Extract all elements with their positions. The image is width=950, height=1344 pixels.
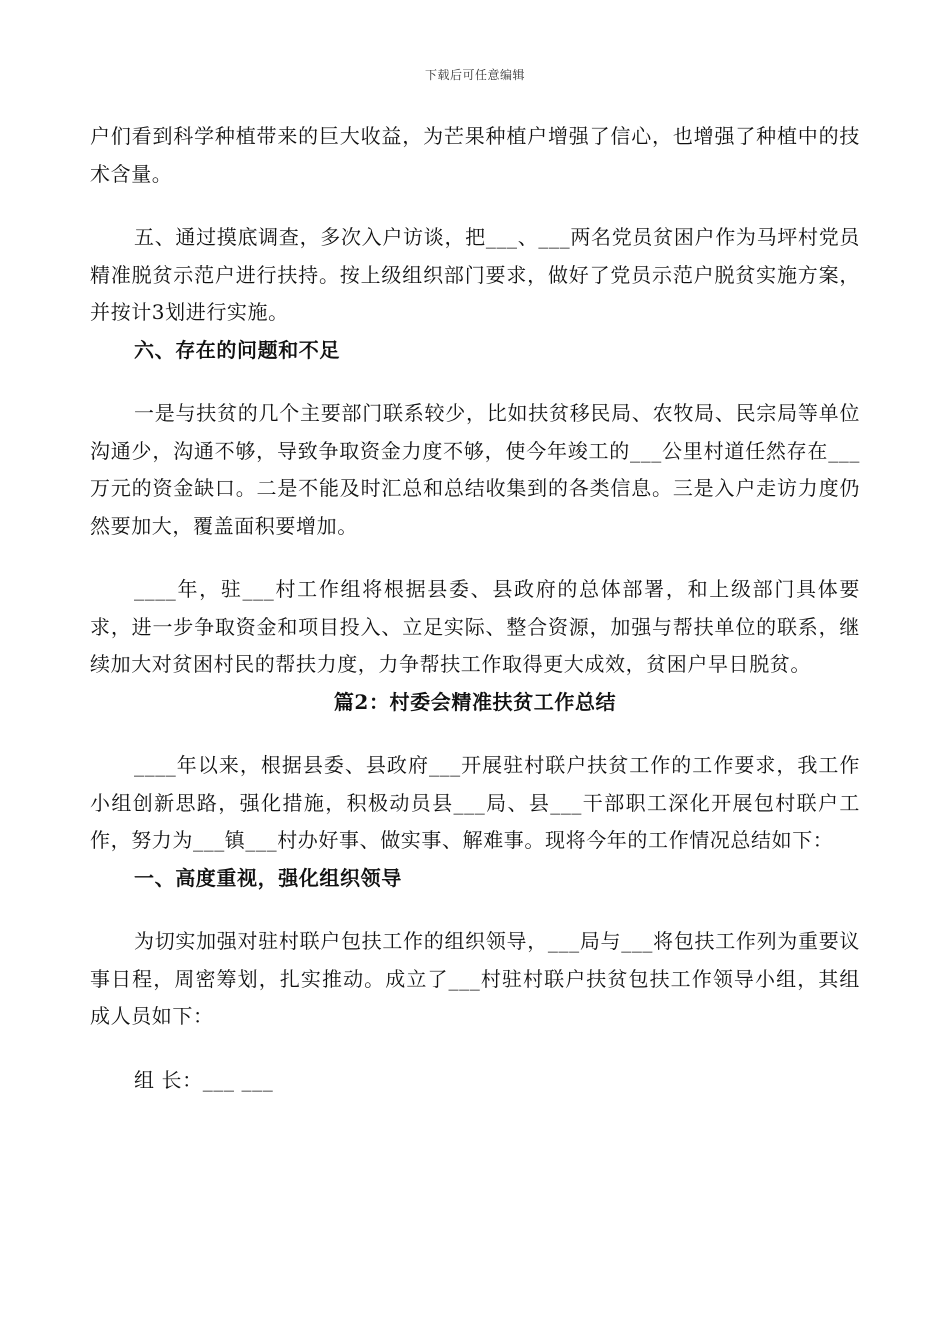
paragraph-continuation: 户们看到科学种植带来的巨大收益，为芒果种植户增强了信心，也增强了种植中的技术含量。 (90, 124, 860, 186)
article-title: 篇2：村委会精准扶贫工作总结 (333, 689, 617, 714)
header-note: 下载后可任意编辑 (424, 68, 525, 82)
paragraph-problems: 一是与扶贫的几个主要部门联系较少，比如扶贫移民局、农牧局、民宗局等单位沟通少，沟通不够，导致争取资金力度不够，使今年竣工的___公里村道任然存在___万元的资金缺口。二是不能及时汇总和总结收集到的各类信息。三是入户走访力度仍然要加大，覆盖面积要增加。 (90, 401, 860, 538)
paragraph-outlook: ____年，驻___村工作组将根据县委、县政府的总体部署，和上级部门具体要求，进一步争取资金和项目投入、立足实际、整合资源，加强与帮扶单位的联系，继续加大对贫困村民的帮扶力度，力争帮扶工作取得更大成效，贫困户早日脱贫。 (90, 577, 860, 676)
section-heading-leadership: 一、高度重视，强化组织领导 (134, 865, 402, 890)
paragraph-section-five: 五、通过摸底调查，多次入户访谈，把___、___两名党员贫困户作为马坪村党员精准脱贫示范户进行扶持。按上级组织部门要求，做好了党员示范户脱贫实施方案，并按计3划进行实施。 (90, 225, 860, 324)
paragraph-intro: ____年以来，根据县委、县政府___开展驻村联户扶贫工作的工作要求，我工作小组创新思路，强化措施，积极动员县___局、县___干部职工深化开展包村联户工作，努力为___镇___村办好事、做实事、解难事。现将今年的工作情况总结如下： (90, 753, 860, 852)
section-heading-problems: 六、存在的问题和不足 (134, 337, 340, 362)
paragraph-team-leader: 组 长：___ ___ (134, 1067, 274, 1092)
document-body (90, 118, 860, 1099)
paragraph-leadership: 为切实加强对驻村联户包扶工作的组织领导，___局与___将包扶工作列为重要议事日程，周密筹划，扎实推动。成立了___村驻村联户扶贫包扶工作领导小组，其组成人员如下： (90, 929, 860, 1028)
